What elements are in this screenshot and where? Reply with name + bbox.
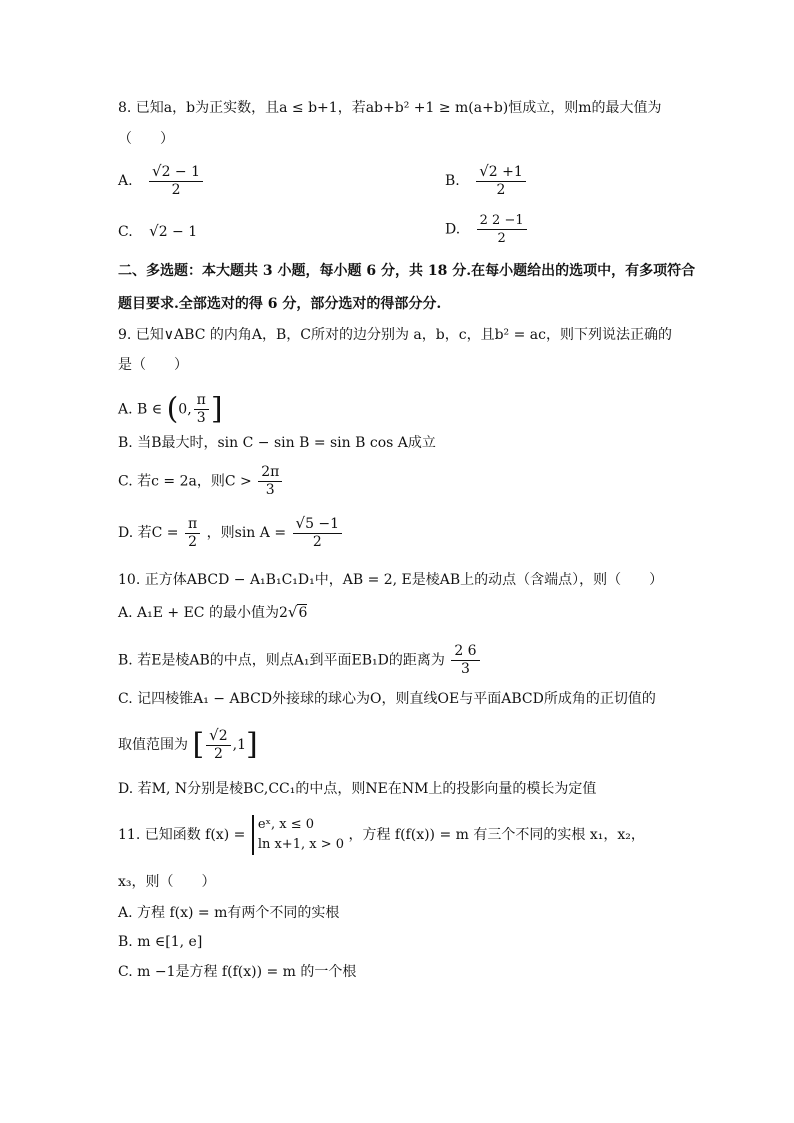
q8-stem: 8. 已知a，b为正实数，且a ≤ b+1，若ab+b² +1 ≥ m(a+b)恒成立，则m的最大值为	[118, 100, 662, 116]
denominator: 3	[461, 661, 470, 677]
q11-option-b: B. m ∈[1, e]	[118, 934, 203, 950]
q10-option-a: A. A₁E + EC 的最小值为2√6	[118, 603, 308, 621]
option-text: A. A₁E + EC 的最小值为2	[118, 605, 288, 621]
stem-text: 11. 已知函数 f(x) =	[118, 827, 246, 843]
denominator: 2	[496, 182, 506, 198]
q9-stem-line1: 9. 已知∨ABC 的内角A，B，C所对的边分别为 a，b，c，且b² = ac，则下列说法正确的	[118, 327, 672, 343]
q8-option-c: C. √2 − 1	[118, 222, 198, 240]
q8-paren: （ ）	[118, 131, 174, 147]
denominator: 2	[213, 746, 223, 762]
denominator: 3	[265, 482, 275, 498]
option-text: A. B ∈	[118, 401, 163, 418]
stem-text: ，方程 f(f(x)) = m 有三个不同的实根 x₁，x₂，	[348, 827, 645, 843]
q11-stem-line2: x₃，则（ ）	[118, 874, 216, 890]
interval-right: ,1	[232, 737, 247, 753]
q10-option-c-line2: 取值范围为 [ $\frac{√2}{2}$ ,1]	[118, 726, 258, 762]
q8-option-b	[445, 163, 528, 199]
radicand: 6	[298, 605, 308, 621]
fraction	[194, 392, 209, 427]
q8-option-d	[445, 212, 529, 247]
interval-left: 0,	[178, 401, 192, 418]
section-heading-line1: 二、多选题：本大题共 3 小题，每小题 6 分，共 18 分.在每小题给出的选项中，有多项符合	[118, 263, 696, 279]
numerator: 5 −1	[305, 516, 340, 532]
q10-option-d: D. 若M, N分别是棱BC,CC₁的中点，则NE在NM上的投影向量的模长为定值	[118, 781, 597, 797]
denominator: 2	[171, 182, 181, 198]
fraction: $\frac{√2}{2}$	[206, 727, 230, 763]
numerator: 2	[218, 728, 228, 744]
case-2: ln x+1, x > 0	[257, 837, 344, 852]
fraction: $\frac{√5 -1}{2}$	[293, 515, 343, 551]
fraction	[477, 212, 527, 247]
option-text: D. 若C =	[118, 525, 179, 541]
option-label: D.	[445, 221, 461, 238]
q10-option-b	[118, 643, 482, 678]
option-text-mid: ，则sin A =	[206, 525, 287, 541]
fraction	[185, 516, 200, 551]
numerator: π	[194, 392, 209, 410]
denominator: 3	[196, 410, 206, 426]
numerator: 2 6	[454, 643, 477, 659]
option-label: B.	[445, 173, 460, 189]
section-heading-line2: 题目要求.全部选对的得 6 分，部分选对的得部分分.	[118, 296, 442, 312]
q9-stem-line2: 是（ ）	[118, 357, 188, 373]
option-label: A.	[118, 173, 133, 189]
case-1: eˣ, x ≤ 0	[257, 817, 315, 832]
q9-option-a: A. B ∈ (0, $\frac{\pi}{3}$ ]	[118, 391, 223, 427]
q11-option-a: A. 方程 f(x) = m有两个不同的实根	[118, 905, 340, 921]
numerator: π	[185, 516, 200, 534]
q11-option-c: C. m −1是方程 f(f(x)) = m 的一个根	[118, 964, 357, 980]
option-text: C. 若c = 2a，则C >	[118, 473, 252, 490]
numerator: 2π	[258, 464, 282, 482]
q9-option-c	[118, 464, 284, 499]
option-text: 取值范围为	[118, 737, 188, 753]
numerator: 2 − 1	[161, 164, 201, 180]
fraction	[451, 643, 479, 678]
denominator: 2	[312, 534, 322, 550]
denominator: 2	[188, 533, 198, 550]
q9-option-b: B. 当B最大时，sin C − sin B = sin B cos A成立	[118, 435, 436, 451]
option-label: C.	[118, 224, 133, 240]
q10-option-c-line1: C. 记四棱锥A₁ − ABCD外接球的球心为O，则直线OE与平面ABCD所成角的正切值的	[118, 691, 656, 707]
q11-stem	[118, 815, 645, 855]
denominator: 2	[497, 231, 506, 246]
q8-option-a	[118, 163, 205, 199]
numerator: 2 +1	[488, 164, 523, 180]
fraction: $\frac{√2 +1}{2}$	[476, 163, 526, 199]
piecewise-cases	[252, 815, 344, 855]
option-text: 2 − 1	[158, 224, 198, 240]
numerator: 2 2 −1	[477, 212, 527, 230]
fraction	[258, 464, 282, 499]
q10-stem: 10. 正方体ABCD − A₁B₁C₁D₁中，AB = 2, E是棱AB上的动点（含端点），则（ ）	[118, 572, 664, 588]
fraction: $\frac{√2 - 1}{2}$	[149, 163, 203, 199]
option-text: B. 若E是棱AB的中点，则点A₁到平面EB₁D的距离为	[118, 652, 445, 669]
q9-option-d	[118, 515, 344, 551]
